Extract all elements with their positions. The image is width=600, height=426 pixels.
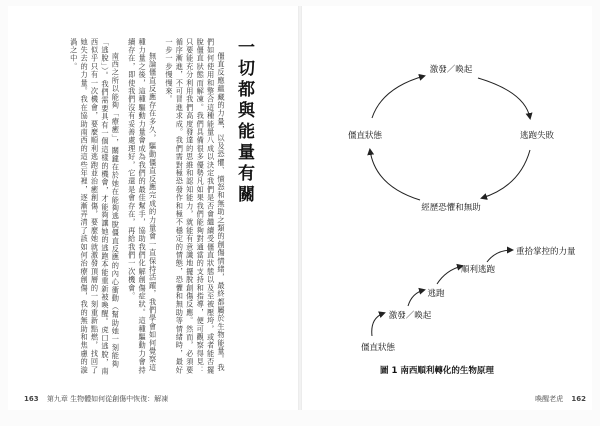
paragraph-1: 僵直反應蘊藏的力量，以及恐懼、憤怒和無助之類的創傷情緒，最終都屬於生物能量。我們如何使用和整合這種能量八成以決定我們是否會繼續受僵直狀態以及至被壓垮，或者能否擺脫僵直狀態而解凍。我們具備很多優勢凡如果我們能夠對通當的支持和指導，便可觀察得見：只要能充分利用我們高度發達的思維和認知能力，就能有意識地擺脫創傷反應。然而，必須要循序漸進，不可冒進求成。我們需對極恐發作和極不穩定的情態，恐懼和無助等情緒時，最好一步一步慢慢來。 [164, 38, 226, 375]
figure-caption: 圖 1 南西順利轉化的生物原理 [380, 366, 494, 376]
paragraph-3: 南西之所以能夠「療癒」，關鍵在於她在能夠逃脫僵直反應的內心衝動（幫助她一刻能夠「逃脫」）。我們需要具有一個這樣的機會，才能夠讓她的逃跑本能重新被喚醒。虎口逃脫，南西似乎只有一次機會，要麼順利逃跑並治癒創傷，要麼她就激發頂層的一刻重新點燃，找回了她失去的力量。我在協助南西的這些年裡，逐漸弄清了該如何治療創傷，我的無助和焦慮的漩渦之中。 [69, 38, 121, 376]
cycle-node-arousal: 激發／喚起 [429, 65, 473, 75]
left-page-number: 163 [24, 395, 39, 403]
cycle-node-immobility: 僵直狀態 [347, 131, 383, 141]
paragraph-2: 無論僵直反應存在多久，驅動僵直反應完成的力量會一直保持活躍，我們學會如何覺察這種力量之後，這種驅動力量會成為我們的最佳幫手，協助我們化解創傷症狀。這種驅動力會持續存在，即使我們沒有妥善處理好，它還是會存在，再給我們一次機會。 [127, 38, 158, 375]
right-page-number: 162 [571, 395, 586, 403]
stair-node-arousal: 激發／喚起 [388, 311, 432, 321]
stair-node-regain-power: 重拾掌控的力量 [516, 247, 576, 257]
stair-arrow-4 [487, 250, 512, 262]
stair-arrow-1 [372, 313, 384, 336]
section-heading: 一切都與能量有關 [234, 38, 254, 206]
right-footer [535, 394, 586, 404]
cycle-arrow-4 [372, 76, 424, 118]
stair-arrow-2 [408, 290, 424, 306]
left-running-head: 第九章 生物體如何從創傷中恢復：解凍 [46, 395, 169, 403]
stair-node-escape: 逃跑 [427, 289, 445, 299]
stair-arrow-3 [437, 266, 462, 284]
cycle-diagram [370, 76, 530, 200]
cycle-arrow-2 [482, 150, 530, 198]
stair-node-successful-escape: 順利逃跑 [460, 265, 496, 275]
right-running-head: 喚醒老虎 [535, 395, 564, 403]
cycle-node-fear-helplessness: 經歷恐懼和無助 [421, 203, 481, 213]
stair-node-immobility: 僵直狀態 [360, 343, 396, 353]
cycle-arrow-1 [478, 78, 530, 118]
cycle-node-failed-escape: 逃跑失敗 [519, 131, 555, 141]
cycle-arrow-3 [370, 150, 420, 200]
